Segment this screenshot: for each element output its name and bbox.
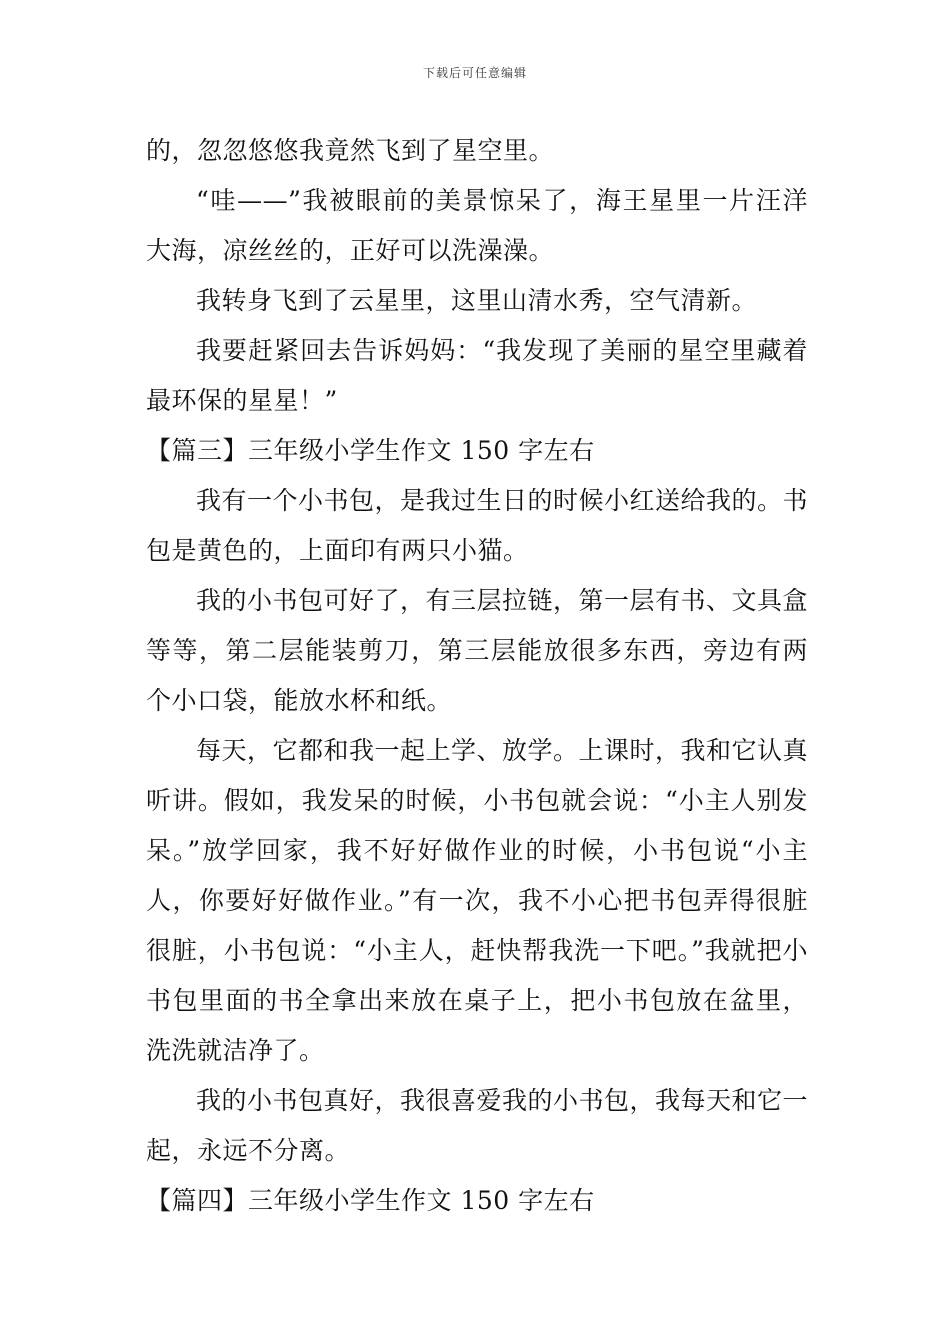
paragraph: 每天，它都和我一起上学、放学。上课时，我和它认真听讲。假如，我发呆的时候，小书包就会说：“小主人别发呆。”放学回家，我不好好做作业的时候，小书包说“小主人，你要好好做作业。”有一次，我不小心把书包弄得很脏很脏，小书包说：“小主人，赶快帮我洗一下吧。”我就把小书包里面的书全拿出来放在桌子上，把小书包放在盆里，洗洗就洁净了。 xyxy=(146,736,809,1065)
paragraph: 我转身飞到了云星里，这里山清水秀，空气清新。 xyxy=(196,286,758,315)
page-header: 下载后可任意编辑 xyxy=(422,66,527,80)
document-body xyxy=(146,126,808,1226)
paragraph: 的，忽忽悠悠我竟然飞到了星空里。 xyxy=(146,136,555,165)
paragraph: 我的小书包真好，我很喜爱我的小书包，我每天和它一起，永远不分离。 xyxy=(146,1086,809,1165)
paragraph: 我的小书包可好了，有三层拉链，第一层有书、文具盒等等，第二层能装剪刀，第三层能放很多东西，旁边有两个小口袋，能放水杯和纸。 xyxy=(146,586,809,715)
section-heading: 【篇四】三年级小学生作文 150 字左右 xyxy=(146,1186,595,1215)
section-heading: 【篇三】三年级小学生作文 150 字左右 xyxy=(146,436,595,465)
paragraph: 我有一个小书包，是我过生日的时候小红送给我的。书包是黄色的，上面印有两只小猫。 xyxy=(146,486,809,565)
paragraph: “哇——”我被眼前的美景惊呆了，海王星里一片汪洋大海，凉丝丝的，正好可以洗澡澡。 xyxy=(146,186,808,265)
paragraph: 我要赶紧回去告诉妈妈：“我发现了美丽的星空里藏着最环保的星星！” xyxy=(146,336,808,415)
